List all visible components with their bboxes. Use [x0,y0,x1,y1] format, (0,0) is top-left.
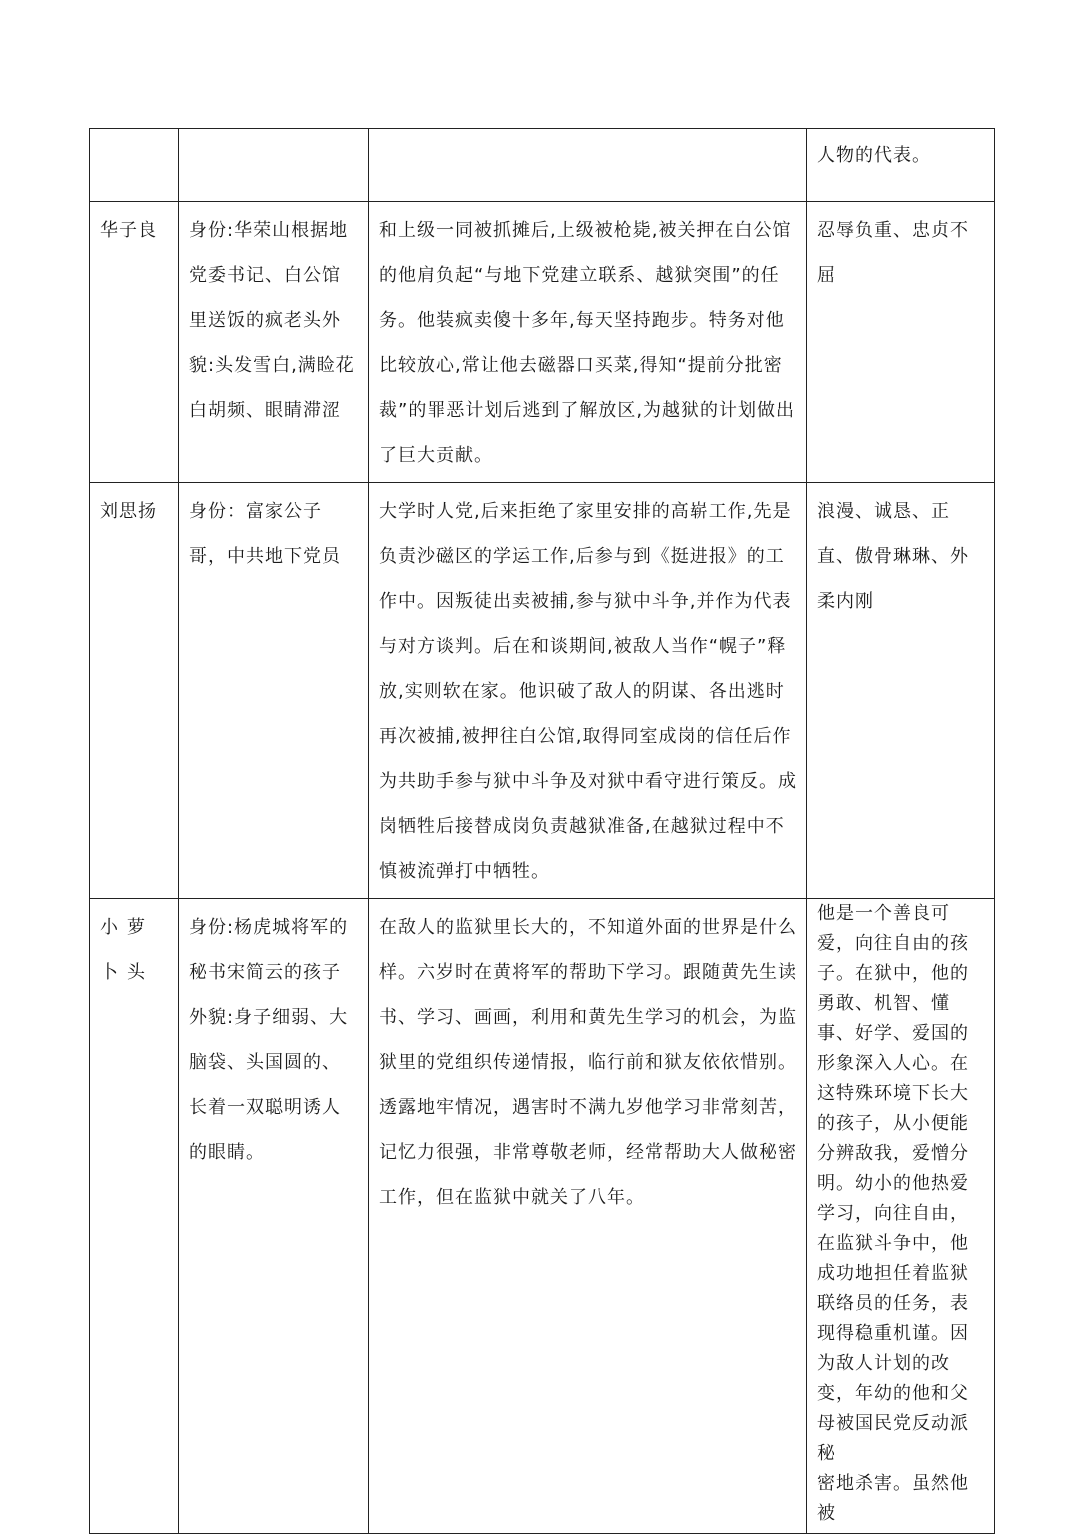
table-row [90,483,995,899]
story-cell: 大学时人党,后来拒绝了家里安排的高崭工作,先是负责沙磁区的学运工作,后参与到《挺进报》的工作中。因叛徒出卖被捕,参与狱中斗争,并作为代表与对方谈判。后在和谈期间,被敌人当作“幌子”释放,实则软在家。他识破了敌人的阴谋、各出逃时再次被捕,被押往白公馆,取得同室成岗的信任后作为共助手参与狱中斗争及对狱中看守进行策反。成岗牺牲后接替成岗负责越狱准备,在越狱过程中不慎被流弹打中牺牲。 [369,483,807,899]
identity-cell [179,129,369,202]
evaluation-text: 浪漫、诚恳、正直、傲骨琳琳、外柔内刚 [817,501,969,612]
story-cell [369,129,807,202]
evaluation-text: 人物的代表。 [817,145,931,166]
name-cell: 刘思扬 [90,483,179,899]
story-cell: 在敌人的监狱里长大的，不知道外面的世界是什么样。六岁时在黄将军的帮助下学习。跟随黄先生读书、学习、画画，利用和黄先生学习的机会，为监狱里的党组织传递情报，临行前和狱友依依惜别。透露地牢情况，遇害时不满九岁他学习非常刻苦，记忆力很强，非常尊敬老师，经常帮助大人做秘密工作，但在监狱中就关了八年。 [369,899,807,1534]
evaluation-text: 他是一个善良可爱，向往自由的孩子。在狱中，他的勇敢、机智、懂事、好学、爱国的形象深入人心。在这特殊环境下长大的孩子，从小便能分辨敌我，爱憎分明。幼小的他热爱学习，向往自由，在监狱斗争中，他成功地担任着监狱联络员的任务，表现得稳重机谨。因为敌人计划的改变，年幼的他和父母被国民党反动派秘 [817,903,969,1464]
name-cell [90,129,179,202]
evaluation-cell [807,483,995,899]
identity-text: 身份:杨虎城将军的秘书宋简云的孩子 [189,917,349,983]
identity-cell [179,899,369,1534]
table-row [90,899,995,1534]
evaluation-cell [807,899,995,1534]
identity-cell [179,483,369,899]
evaluation-text: 忍辱负重、忠贞不屈 [817,220,969,286]
name-cell: 华子良 [90,202,179,483]
table-row [90,129,995,202]
evaluation-cell [807,129,995,202]
evaluation-cell [807,202,995,483]
evaluation-text-continued: 密地杀害。虽然他被 [817,1473,969,1524]
story-cell: 和上级一同被抓摊后,上级被枪毙,被关押在白公馆的他肩负起“与地下党建立联系、越狱突围”的任务。他装疯卖傻十多年,每天坚持跑步。特务对他比较放心,常让他去磁器口买菜,得知“提前分批密裁”的罪恶计划后逃到了解放区,为越狱的计划做出了巨大贡献。 [369,202,807,483]
identity-text: 身份：富家公子哥，中共地下党员 [189,501,341,567]
name-cell: 小萝卜头 [90,899,179,1534]
table-row [90,202,995,483]
identity-text: 身份:华荣山根据地党委书记、白公馆里送饭的疯老头外貌:头发雪白,满睑花白胡频、眼睛滞涩 [189,220,355,421]
identity-cell [179,202,369,483]
appearance-text: 外貌:身子细弱、大脑袋、头国圆的、长着一双聪明诱人的眼睛。 [189,1007,349,1163]
character-table [89,128,995,1534]
